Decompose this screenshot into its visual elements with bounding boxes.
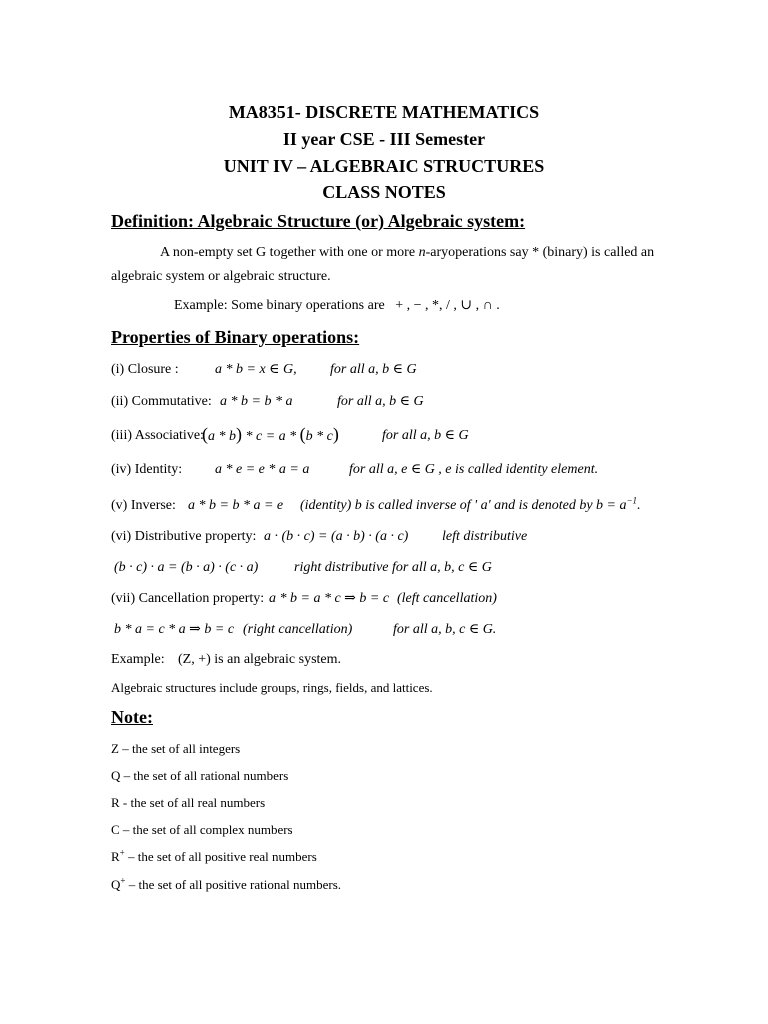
identity-label: (iv) Identity:: [111, 462, 183, 477]
year-semester: II year CSE - III Semester: [282, 129, 486, 149]
commutative-equation: a * b = b * a: [220, 394, 293, 409]
right-distributive-label: right distributive for all a, b, c ∈ G: [294, 560, 492, 575]
distributive-label: (vi) Distributive property:: [111, 529, 257, 544]
associative-quantifier: for all a, b ∈ G: [382, 428, 469, 443]
unit-title: UNIT IV – ALGEBRAIC STRUCTURES: [223, 156, 545, 176]
assoc-part-b: * c = a *: [242, 429, 300, 444]
commutative-label: (ii) Commutative:: [111, 394, 212, 409]
example-z-text: (Z, +) is an algebraic system.: [178, 652, 342, 667]
inverse-text: (identity) b is called inverse of ' a' and is denoted by b = a: [300, 498, 627, 513]
definition-heading: Definition: Algebraic Structure (or) Algebraic system:: [111, 211, 526, 231]
left-distributive-equation: a · (b · c) = (a · b) · (a · c): [264, 529, 409, 544]
assoc-part-c: b * c: [305, 429, 333, 444]
definition-text-b: -aryoperations say * (binary) is called an: [425, 245, 655, 260]
inverse-label: (v) Inverse:: [111, 498, 176, 513]
note-positive-rationals: [111, 876, 341, 894]
definition-text-a: A non-empty set G together with one or more: [160, 245, 419, 260]
r-symbol: R: [111, 849, 120, 864]
q-plus-text: – the set of all positive rational numbers.: [125, 877, 342, 892]
note-positive-reals: [111, 848, 317, 866]
q-plus-superscript: +: [120, 875, 126, 886]
definition-paragraph-line2: algebraic system or algebraic structure.: [111, 269, 331, 284]
cancellation-quantifier: for all a, b, c ∈ G.: [393, 622, 497, 637]
identity-quantifier: for all a, e ∈ G , e is called identity element.: [349, 462, 599, 477]
note-heading: Note:: [111, 707, 153, 727]
associative-label: (iii) Associative:: [111, 428, 204, 443]
inverse-period: .: [637, 498, 641, 513]
closure-quantifier: for all a, b ∈ G: [330, 362, 417, 377]
inverse-superscript: −1: [626, 495, 638, 506]
assoc-part-a: a * b: [208, 429, 236, 444]
right-distributive-equation: (b · c) · a = (b · a) · (c · a): [114, 560, 259, 575]
left-cancellation-label: (left cancellation): [397, 591, 497, 606]
r-plus-text: – the set of all positive real numbers: [124, 849, 317, 864]
example-z-label: Example:: [111, 652, 165, 667]
definition-paragraph-line1: [160, 244, 654, 262]
right-cancellation-equation: b * a = c * a ⇒ b = c: [114, 622, 235, 637]
definition-n: n: [418, 245, 426, 260]
note-integers: Z – the set of all integers: [111, 741, 241, 756]
left-cancellation-equation: a * b = a * c ⇒ b = c: [269, 591, 390, 606]
note-rationals: Q – the set of all rational numbers: [111, 768, 289, 783]
associative-equation: (a * b) * c = a * (b * c): [202, 424, 339, 444]
class-notes-title: CLASS NOTES: [322, 182, 446, 202]
r-plus-superscript: +: [119, 847, 125, 858]
course-title: MA8351- DISCRETE MATHEMATICS: [228, 102, 540, 122]
example-operations: + , − , *, / , ∪ , ∩ .: [395, 298, 500, 313]
note-reals: R - the set of all real numbers: [111, 795, 266, 810]
note-complex: C – the set of all complex numbers: [111, 822, 293, 837]
example-label: Example: Some binary operations are: [174, 298, 385, 313]
cancellation-label: (vii) Cancellation property:: [111, 591, 265, 606]
closure-equation: a * b = x ∈ G,: [215, 362, 297, 377]
definition-example: [174, 297, 500, 315]
commutative-quantifier: for all a, b ∈ G: [337, 394, 424, 409]
properties-heading: Properties of Binary operations:: [111, 327, 360, 347]
q-symbol: Q: [111, 877, 121, 892]
right-cancellation-label: (right cancellation): [243, 622, 353, 637]
left-distributive-label: left distributive: [442, 529, 528, 544]
inverse-equation: a * b = b * a = e: [188, 498, 284, 513]
inverse-description: [300, 497, 641, 515]
identity-equation: a * e = e * a = a: [215, 462, 310, 477]
closure-label: (i) Closure :: [111, 362, 179, 377]
algebraic-structures-examples: Algebraic structures include groups, rings, fields, and lattices.: [111, 680, 433, 695]
